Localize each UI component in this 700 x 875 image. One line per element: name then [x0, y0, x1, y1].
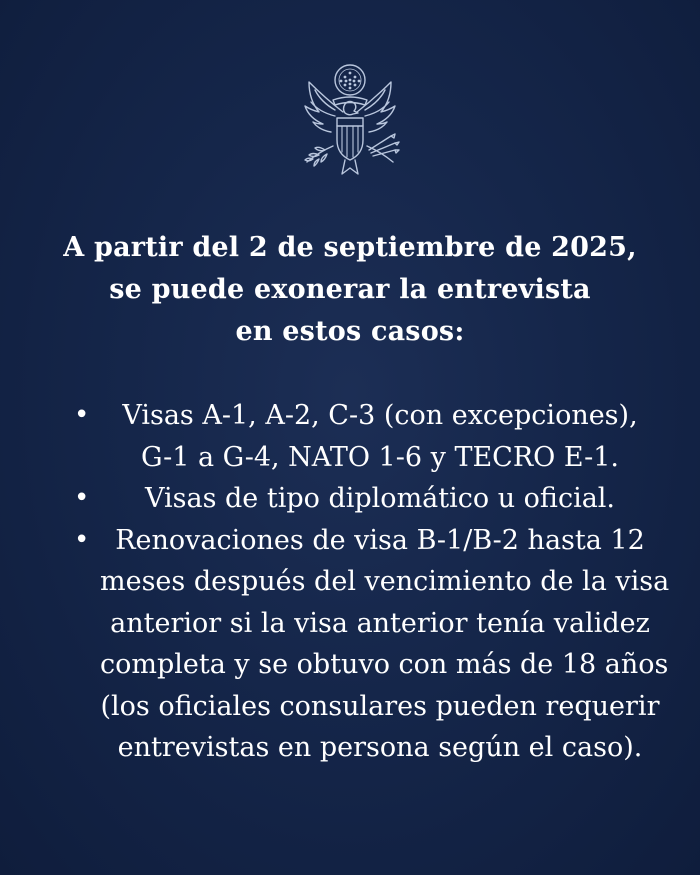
headline [40, 227, 660, 353]
list-item-line: anterior si la visa anterior tenía validez [110, 607, 650, 639]
bullet-icon: • [74, 524, 90, 555]
list-item-line: completa y se obtuvo con más de 18 años [100, 649, 669, 680]
bullet-icon: • [74, 400, 90, 430]
list-item [60, 520, 670, 769]
list-item-line: Renovaciones de visa B-1/B-2 hasta 12 [115, 524, 645, 556]
list-item-line: entrevistas en persona según el caso). [117, 732, 643, 763]
list-item [60, 478, 660, 520]
list-item [60, 395, 660, 478]
list-item-line: G-1 a G-4, NATO 1-6 y TECRO E-1. [141, 441, 619, 473]
headline-line: se puede exonerar la entrevista [109, 274, 591, 305]
list-item-line: Visas de tipo diplomático u oficial. [144, 483, 616, 514]
exemption-list [60, 395, 670, 769]
headline-line: en estos casos: [235, 316, 465, 347]
list-item-line: (los oficiales consulares pueden requerir [100, 690, 660, 722]
bullet-icon: • [74, 483, 90, 513]
list-item-line: meses después del vencimiento de la visa [100, 566, 670, 597]
headline-line: A partir del 2 de septiembre de 2025, [63, 232, 637, 263]
great-seal-eagle-icon [285, 60, 415, 190]
list-item-line: Visas A-1, A-2, C-3 (con excepciones), [122, 400, 638, 431]
